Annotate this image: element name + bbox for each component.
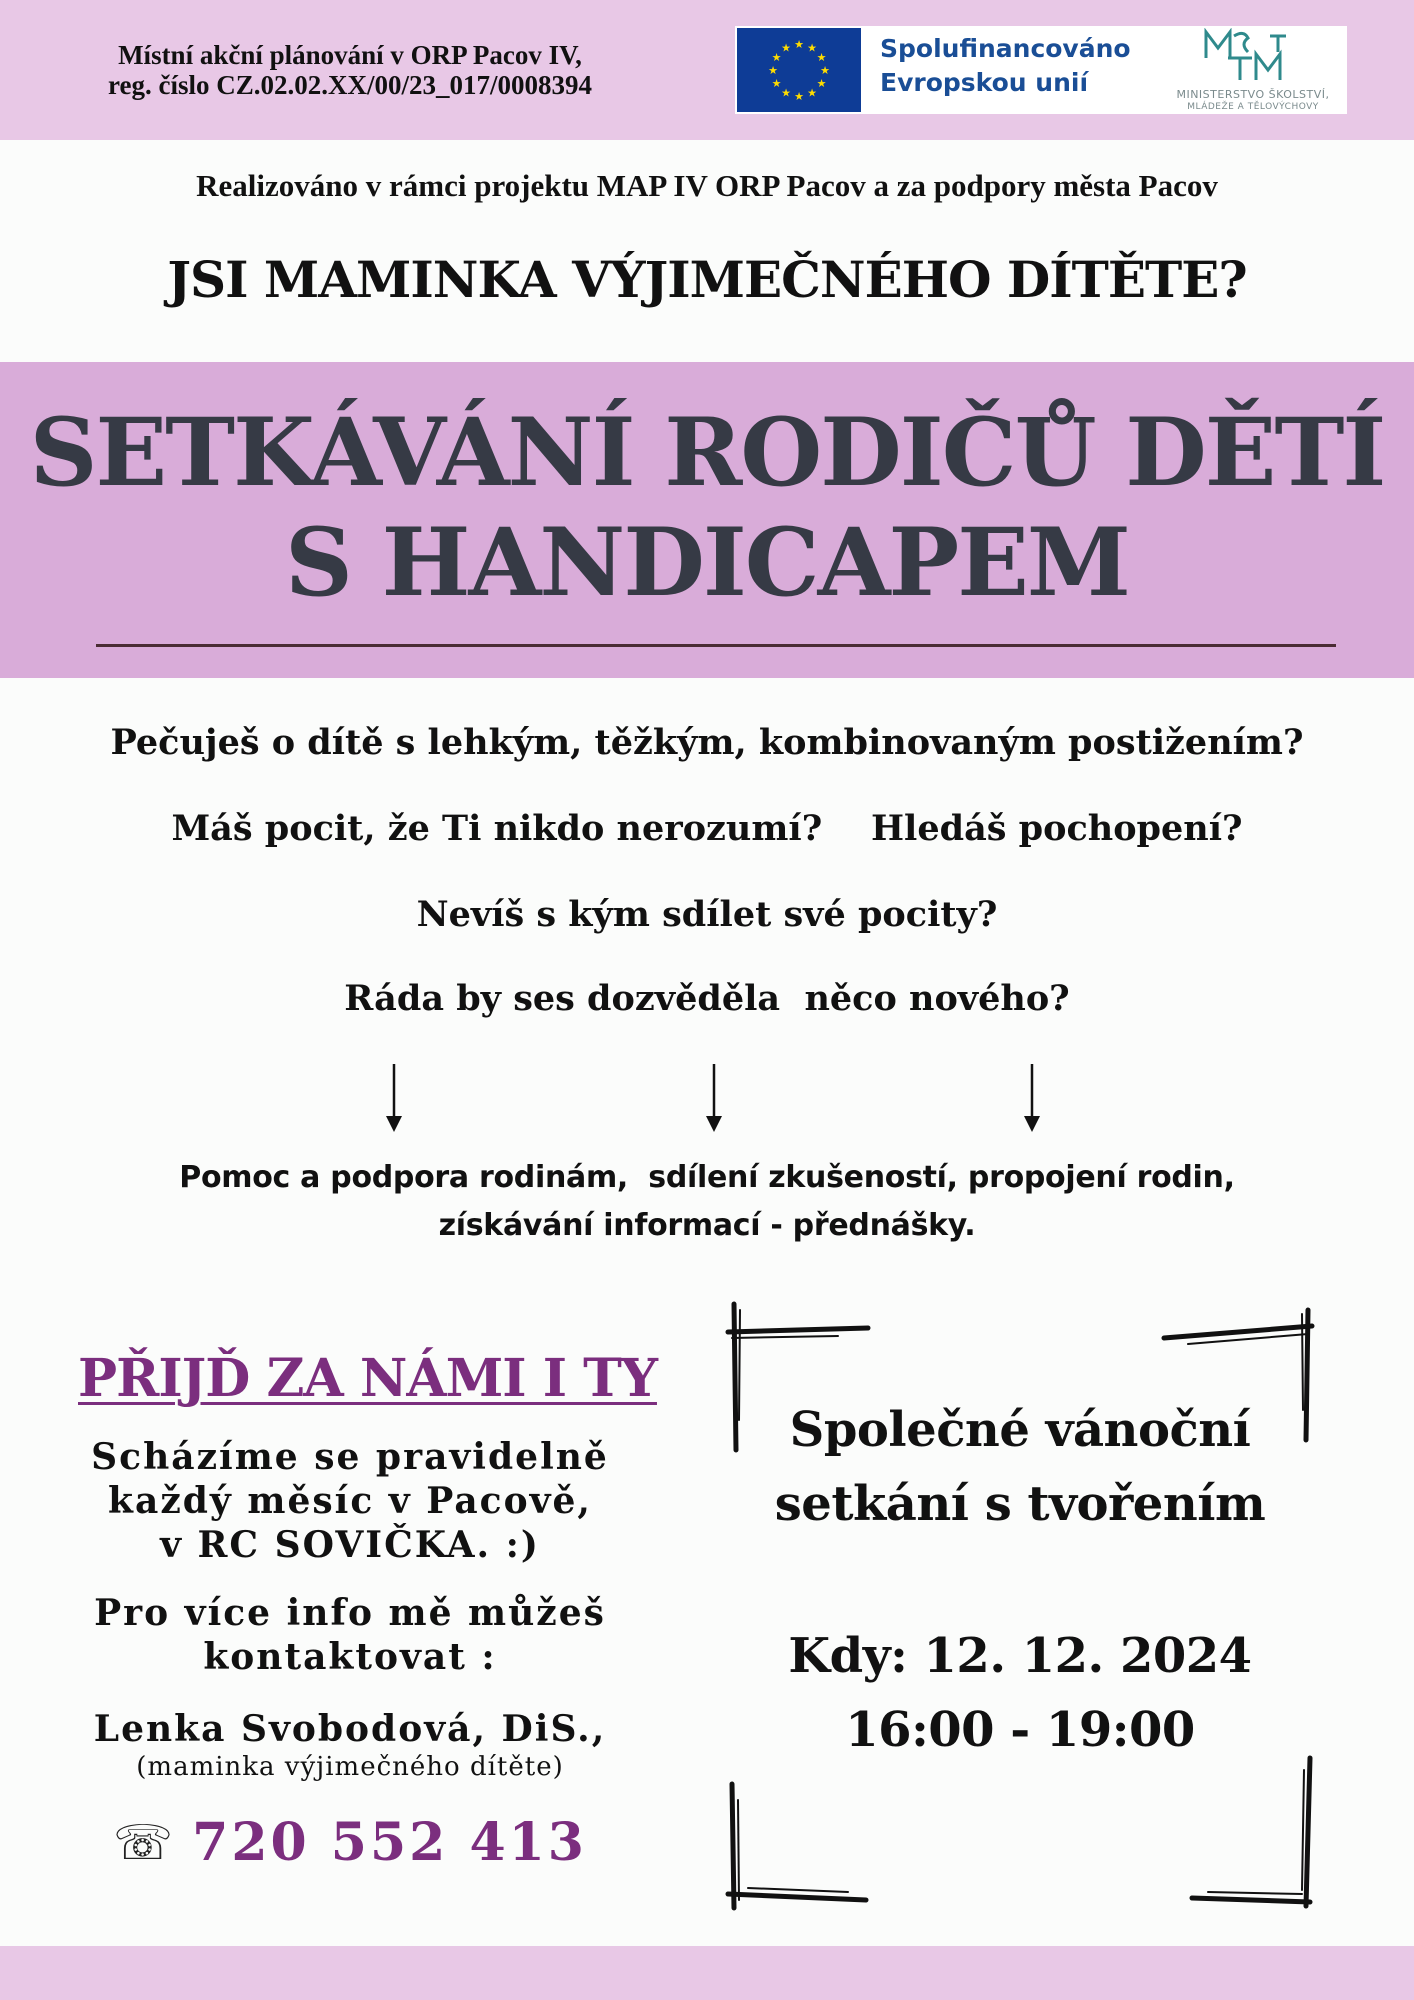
svg-text:★: ★ xyxy=(768,64,778,77)
eu-flag-icon xyxy=(737,28,861,112)
question-1: Pečuješ o dítě s lehkým, těžkým, kombinovaným postižením? xyxy=(110,722,1304,763)
main-title-line-1: SETKÁVÁNÍ RODIČŮ DĚTÍ xyxy=(29,398,1385,508)
meeting-line-2: každý měsíc v Pacově, xyxy=(108,1480,592,1522)
brush-frame xyxy=(718,1300,1318,1920)
svg-text:★: ★ xyxy=(771,51,782,64)
event-line-2: setkání s tvořením xyxy=(774,1476,1266,1532)
title-divider xyxy=(96,644,1336,647)
event-line-1: Společné vánoční xyxy=(789,1402,1251,1458)
down-arrow-icon xyxy=(1022,1064,1042,1134)
phone-icon: ☏ xyxy=(113,1814,174,1871)
event-date: Kdy: 12. 12. 2024 xyxy=(788,1628,1252,1684)
question-title: JSI MAMINKA VÝJIMEČNÉHO DÍTĚTE? xyxy=(167,250,1247,309)
svg-text:★: ★ xyxy=(816,77,827,90)
info-line-1: Pro více info mě můžeš xyxy=(94,1592,606,1634)
meeting-line-3: v RC SOVIČKA. :) xyxy=(160,1524,540,1566)
svg-text:★: ★ xyxy=(781,41,791,55)
meeting-line-1: Scházíme se pravidelně xyxy=(91,1436,609,1478)
bottom-band xyxy=(0,1946,1414,2000)
svg-text:★: ★ xyxy=(794,90,804,103)
help-line-2: získávání informací - přednášky. xyxy=(438,1208,976,1243)
svg-text:★: ★ xyxy=(794,38,804,51)
msmt-text-line-2: MLÁDEŽE A TĚLOVÝCHOVY xyxy=(1187,102,1319,112)
question-3: Nevíš s kým sdílet své pocity? xyxy=(416,894,998,935)
realized-note: Realizováno v rámci projektu MAP IV ORP Pacov a za podpory města Pacov xyxy=(196,168,1218,203)
svg-text:★: ★ xyxy=(771,77,782,90)
phone-row xyxy=(80,1812,620,1873)
help-line-1: Pomoc a podpora rodinám, sdílení zkušeností, propojení rodin, xyxy=(179,1160,1235,1195)
svg-text:★: ★ xyxy=(820,64,830,77)
msmt-text-line-1: MINISTERSTVO ŠKOLSTVÍ, xyxy=(1176,88,1330,101)
svg-text:★: ★ xyxy=(807,86,817,100)
eu-text-line-1: Spolufinancováno xyxy=(880,34,1131,63)
project-line-2: reg. číslo CZ.02.02.XX/00/23_017/0008394 xyxy=(108,70,592,100)
info-line-2: kontaktovat : xyxy=(203,1636,497,1678)
main-title-line-2: S HANDICAPEM xyxy=(285,508,1129,618)
svg-text:★: ★ xyxy=(807,41,817,55)
eu-text-line-2: Evropskou unií xyxy=(880,68,1089,97)
project-line-1: Místní akční plánování v ORP Pacov IV, xyxy=(118,40,582,70)
svg-text:★: ★ xyxy=(816,51,827,64)
phone-number[interactable]: 720 552 413 xyxy=(192,1812,587,1873)
cta-heading: PŘIJĎ ZA NÁMI I TY xyxy=(78,1348,657,1409)
event-time: 16:00 - 19:00 xyxy=(845,1702,1195,1758)
contact-name: Lenka Svobodová, DiS., xyxy=(93,1708,607,1750)
question-4: Ráda by ses dozvěděla něco nového? xyxy=(344,978,1070,1019)
question-2: Máš pocit, že Ti nikdo nerozumí? Hledáš pochopení? xyxy=(171,808,1243,849)
msmt-logo-icon xyxy=(1200,28,1292,84)
down-arrow-icon xyxy=(384,1064,404,1134)
down-arrow-icon xyxy=(704,1064,724,1134)
svg-text:★: ★ xyxy=(781,86,791,100)
contact-role: (maminka výjimečného dítěte) xyxy=(136,1752,564,1782)
